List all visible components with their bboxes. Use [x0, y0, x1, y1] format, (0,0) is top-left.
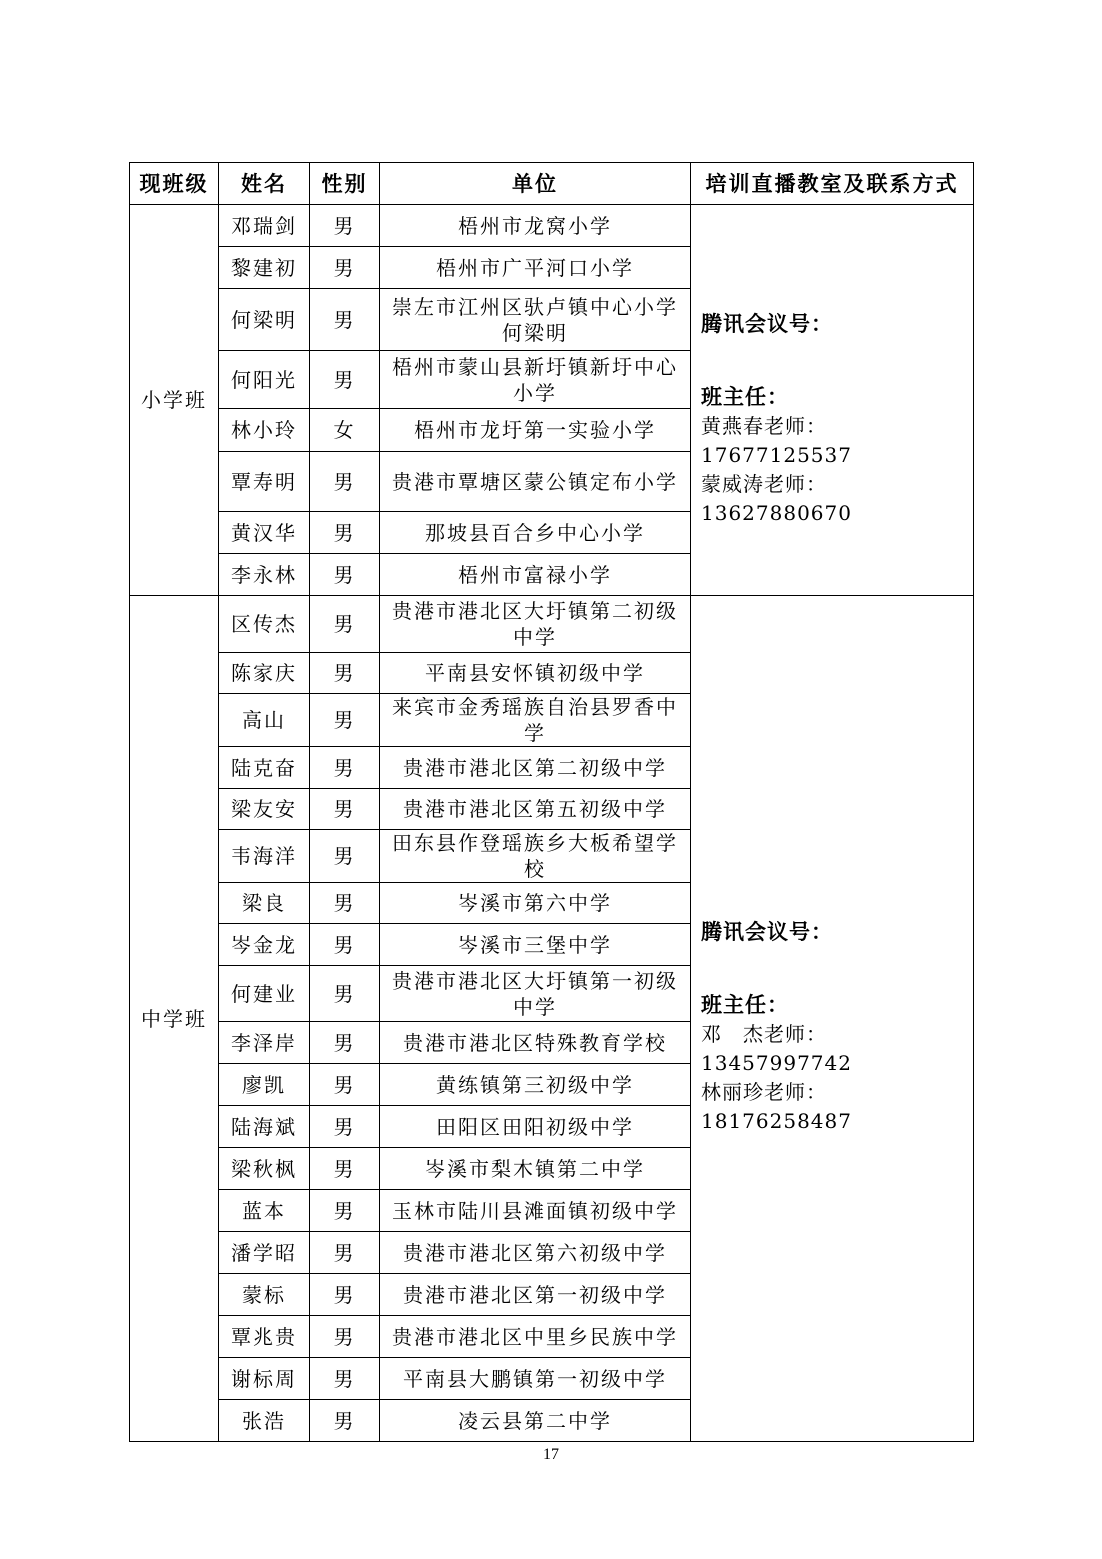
- person-unit: 贵港市港北区第一初级中学: [380, 1274, 691, 1316]
- person-unit: 贵港市港北区特殊教育学校: [380, 1022, 691, 1064]
- person-unit: 来宾市金秀瑶族自治县罗香中学: [380, 694, 691, 747]
- person-unit: 凌云县第二中学: [380, 1400, 691, 1442]
- person-gender: 男: [310, 1274, 380, 1316]
- person-gender: 男: [310, 789, 380, 830]
- person-gender: 男: [310, 883, 380, 924]
- person-name: 谢标周: [219, 1358, 310, 1400]
- person-name: 陆克奋: [219, 747, 310, 789]
- person-gender: 男: [310, 205, 380, 247]
- person-name: 岑金龙: [219, 924, 310, 966]
- header-gender: 性别: [310, 163, 380, 205]
- person-gender: 男: [310, 1232, 380, 1274]
- person-unit: 贵港市覃塘区蒙公镇定布小学: [380, 452, 691, 512]
- person-gender: 男: [310, 452, 380, 512]
- person-gender: 男: [310, 554, 380, 596]
- head-teacher-label: 班主任：: [701, 992, 789, 1017]
- person-unit: 岑溪市第六中学: [380, 883, 691, 924]
- roster-table: [129, 162, 974, 1442]
- person-name: 何建业: [219, 966, 310, 1022]
- person-name: 黎建初: [219, 247, 310, 289]
- person-unit: 梧州市蒙山县新圩镇新圩中心小学: [380, 351, 691, 409]
- head-teacher-contact: 林丽珍老师：18176258487: [701, 1079, 852, 1133]
- person-name: 蒙标: [219, 1274, 310, 1316]
- person-name: 覃兆贵: [219, 1316, 310, 1358]
- header-class: 现班级: [130, 163, 219, 205]
- person-gender: 男: [310, 1106, 380, 1148]
- person-unit: 崇左市江州区驮卢镇中心小学何梁明: [380, 289, 691, 351]
- person-gender: 男: [310, 289, 380, 351]
- person-unit: 贵港市港北区大圩镇第一初级中学: [380, 966, 691, 1022]
- person-name: 梁秋枫: [219, 1148, 310, 1190]
- person-unit: 梧州市龙窝小学: [380, 205, 691, 247]
- header-row: [130, 163, 974, 205]
- person-gender: 男: [310, 1190, 380, 1232]
- person-gender: 男: [310, 747, 380, 789]
- person-name: 陈家庆: [219, 653, 310, 694]
- person-unit: 贵港市港北区中里乡民族中学: [380, 1316, 691, 1358]
- person-unit: 贵港市港北区第二初级中学: [380, 747, 691, 789]
- middle-contact-info: [691, 596, 974, 1442]
- head-teacher-contact: 黄燕春老师：17677125537: [701, 414, 852, 467]
- person-name: 李永林: [219, 554, 310, 596]
- person-gender: 男: [310, 1022, 380, 1064]
- person-unit: 梧州市广平河口小学: [380, 247, 691, 289]
- person-unit: 黄练镇第三初级中学: [380, 1064, 691, 1106]
- person-unit: 岑溪市梨木镇第二中学: [380, 1148, 691, 1190]
- person-gender: 男: [310, 1358, 380, 1400]
- person-name: 黄汉华: [219, 512, 310, 554]
- person-gender: 男: [310, 653, 380, 694]
- person-unit: 那坡县百合乡中心小学: [380, 512, 691, 554]
- person-gender: 男: [310, 1148, 380, 1190]
- person-name: 廖凯: [219, 1064, 310, 1106]
- person-unit: 梧州市富禄小学: [380, 554, 691, 596]
- meeting-id-label: 腾讯会议号：: [701, 919, 833, 944]
- table-row: [130, 596, 974, 653]
- head-teacher-contact: 邓 杰老师：13457997742: [701, 1021, 852, 1075]
- primary-class-label: 小学班: [130, 205, 219, 596]
- person-name: 覃寿明: [219, 452, 310, 512]
- person-name: 林小玲: [219, 409, 310, 452]
- person-unit: 贵港市港北区大圩镇第二初级中学: [380, 596, 691, 653]
- person-name: 陆海斌: [219, 1106, 310, 1148]
- person-gender: 男: [310, 694, 380, 747]
- person-name: 区传杰: [219, 596, 310, 653]
- person-name: 张浩: [219, 1400, 310, 1442]
- head-teacher-contact: 蒙威涛老师：13627880670: [701, 472, 852, 525]
- person-gender: 男: [310, 596, 380, 653]
- person-name: 蓝本: [219, 1190, 310, 1232]
- person-gender: 男: [310, 512, 380, 554]
- primary-contact-info: [691, 205, 974, 596]
- person-unit: 岑溪市三堡中学: [380, 924, 691, 966]
- person-gender: 男: [310, 351, 380, 409]
- head-teacher-label: 班主任：: [701, 385, 789, 409]
- meeting-id-label: 腾讯会议号：: [701, 312, 833, 336]
- person-name: 高山: [219, 694, 310, 747]
- person-unit: 贵港市港北区第五初级中学: [380, 789, 691, 830]
- person-name: 何梁明: [219, 289, 310, 351]
- person-gender: 女: [310, 409, 380, 452]
- header-contact: 培训直播教室及联系方式: [691, 163, 974, 205]
- person-unit: 贵港市港北区第六初级中学: [380, 1232, 691, 1274]
- person-gender: 男: [310, 966, 380, 1022]
- person-unit: 平南县大鹏镇第一初级中学: [380, 1358, 691, 1400]
- table-row: [130, 205, 974, 247]
- person-name: 梁良: [219, 883, 310, 924]
- header-name: 姓名: [219, 163, 310, 205]
- header-unit: 单位: [380, 163, 691, 205]
- person-name: 韦海洋: [219, 830, 310, 883]
- person-gender: 男: [310, 1064, 380, 1106]
- person-gender: 男: [310, 1400, 380, 1442]
- person-name: 梁友安: [219, 789, 310, 830]
- person-unit: 平南县安怀镇初级中学: [380, 653, 691, 694]
- person-unit: 田阳区田阳初级中学: [380, 1106, 691, 1148]
- person-gender: 男: [310, 247, 380, 289]
- person-name: 邓瑞剑: [219, 205, 310, 247]
- person-unit: 梧州市龙圩第一实验小学: [380, 409, 691, 452]
- person-name: 潘学昭: [219, 1232, 310, 1274]
- person-gender: 男: [310, 1316, 380, 1358]
- person-unit: 玉林市陆川县滩面镇初级中学: [380, 1190, 691, 1232]
- middle-class-label: 中学班: [130, 596, 219, 1442]
- person-gender: 男: [310, 830, 380, 883]
- person-unit: 田东县作登瑶族乡大板希望学校: [380, 830, 691, 883]
- person-name: 李泽岸: [219, 1022, 310, 1064]
- person-gender: 男: [310, 924, 380, 966]
- person-name: 何阳光: [219, 351, 310, 409]
- page-number: 17: [543, 1446, 559, 1463]
